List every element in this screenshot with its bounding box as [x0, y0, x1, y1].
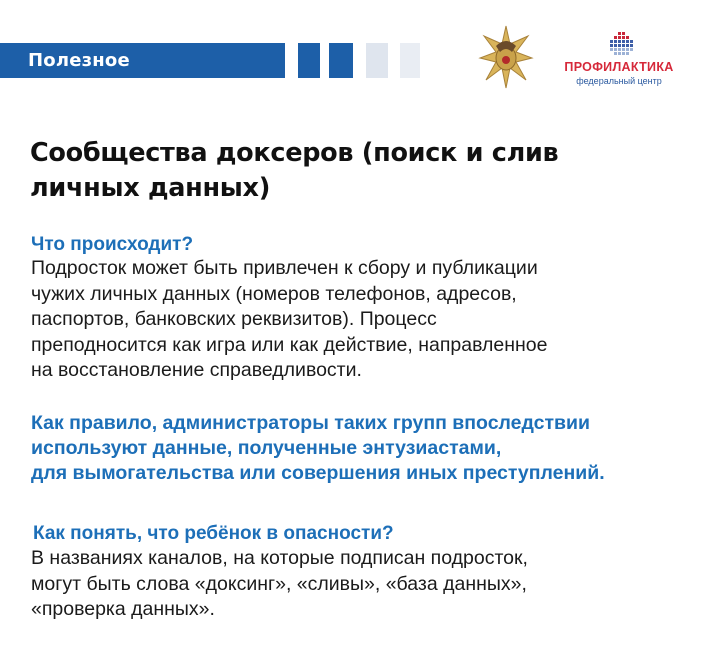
page-title — [30, 136, 690, 206]
text-line: «проверка данных». — [31, 598, 215, 620]
text-line: паспортов, банковских реквизитов). Процесс — [31, 308, 437, 330]
section-header-bar — [0, 43, 285, 78]
fsb-emblem-icon — [478, 22, 534, 92]
decorative-stripe — [298, 43, 320, 78]
logo-name: ПРОФИЛАКТИКА — [564, 60, 674, 74]
text-line: чужих личных данных (номеров телефонов, адресов, — [31, 282, 517, 305]
profilaktika-logo-icon — [606, 32, 636, 58]
decorative-stripe — [366, 43, 388, 78]
title-line: Сообщества доксеров (поиск и слив — [30, 138, 559, 168]
section-body — [31, 546, 681, 623]
text-line: могут быть слова «доксинг», «сливы», «база данных», — [31, 572, 527, 595]
text-line: преподносится как игра или как действие, направленное — [31, 333, 548, 356]
logo-subtitle: федеральный центр — [576, 76, 662, 86]
section-label: Полезное — [28, 50, 130, 71]
text-line: В названиях каналов, на которые подписан подросток, — [31, 547, 528, 569]
highlight-line: Как правило, администраторы таких групп впоследствии — [31, 412, 591, 434]
highlight-line: для вымогательства или совершения иных преступлений. — [31, 462, 605, 484]
highlight-paragraph — [31, 411, 703, 486]
text-line: Подросток может быть привлечен к сбору и публикации — [31, 257, 538, 279]
text-line: на восстановление справедливости. — [31, 359, 362, 381]
title-line: личных данных) — [30, 173, 271, 203]
decorative-stripe — [329, 43, 353, 78]
decorative-stripe — [400, 43, 420, 78]
section-body — [31, 256, 691, 384]
section-heading: Что происходит? — [31, 234, 194, 255]
highlight-line: используют данные, полученные энтузиастами, — [31, 437, 502, 459]
section-heading: Как понять, что ребёнок в опасности? — [33, 523, 394, 544]
